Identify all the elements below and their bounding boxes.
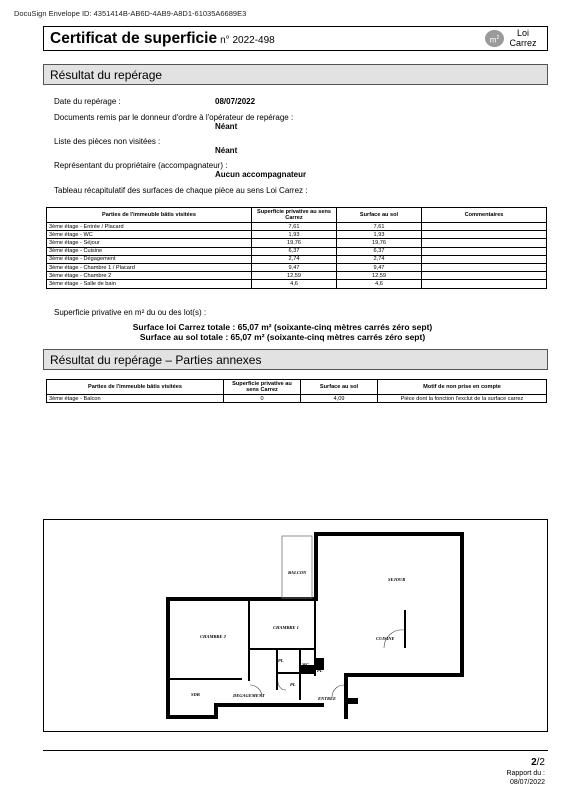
cell-sol: 19,76: [337, 239, 422, 247]
table-row: [47, 272, 547, 280]
total-carrez: Surface loi Carrez totale : 65,07 m² (soixante-cinq mètres carrés zéro sept): [132, 322, 433, 332]
cell-sol: 4,09: [301, 395, 378, 403]
cell-carrez: 4,6: [252, 280, 337, 288]
col-header-commentaires: Commentaires: [422, 208, 547, 223]
table-row: [47, 231, 547, 239]
cell-comment: [422, 223, 547, 231]
cell-sol: 7,61: [337, 223, 422, 231]
room-label: ENTREE: [318, 696, 337, 701]
cell-carrez: 1,93: [252, 231, 337, 239]
room-label: SDB: [191, 692, 200, 697]
cell-sol: 4,6: [337, 280, 422, 288]
table-row: [47, 395, 547, 403]
col-header-motif: Motif de non prise en compte: [378, 380, 547, 395]
footer-divider: [43, 750, 548, 751]
col-header-carrez: Superficie privative au sens Carrez: [252, 208, 337, 223]
cell-comment: [422, 239, 547, 247]
certificate-header: [43, 26, 548, 51]
room-label: CUISINE: [376, 636, 395, 641]
superficie-label: Superficie privative en m² du ou des lot(s) :: [54, 308, 207, 317]
cell-partie: 3ème étage - Séjour: [47, 239, 252, 247]
cell-partie: 3ème étage - Dégagement: [47, 255, 252, 263]
envelope-id: DocuSign Envelope ID: 4351414B-AB6D-4AB9-A8D1-61035A6689E3: [14, 9, 247, 18]
col-header-parties: Parties de l'immeuble bâtis visitées: [47, 208, 252, 223]
room-label: PL: [317, 668, 323, 673]
room-label: WC: [302, 662, 310, 667]
room-label: PL: [278, 658, 284, 663]
room-label: BALCON: [288, 570, 307, 575]
cell-carrez: 19,76: [252, 239, 337, 247]
cell-comment: [422, 255, 547, 263]
room-label: SEJOUR: [388, 577, 406, 582]
m2-logo-icon: $m^2$: [485, 30, 504, 47]
non-visited-label: Liste des pièces non visitées :: [54, 137, 161, 146]
page-title: Certificat de superficie n° 2022-498: [50, 30, 275, 47]
section-title-annexes: Résultat du repérage – Parties annexes: [43, 349, 548, 370]
room-label: PL: [290, 682, 296, 687]
cell-carrez: 12,59: [252, 272, 337, 280]
cell-motif: Pièce dont la fonction l'exclut de la surface carrez: [378, 395, 547, 403]
report-date: Rapport du : 08/07/2022: [506, 770, 545, 786]
cell-comment: [422, 247, 547, 255]
cell-carrez: 7,61: [252, 223, 337, 231]
col-header-carrez: Superficie privative au sens Carrez: [224, 380, 301, 395]
cell-partie: 3ème étage - Chambre 1 / Placard: [47, 263, 252, 271]
section-title-results: Résultat du repérage: [43, 64, 548, 85]
cell-partie: 3ème étage - Chambre 2: [47, 272, 252, 280]
cell-partie: 3ème étage - Cuisine: [47, 247, 252, 255]
annexes-table: [46, 379, 547, 403]
cell-partie: 3ème étage - Salle de bain: [47, 280, 252, 288]
table-intro: Tableau récapitulatif des surfaces de chaque pièce au sens Loi Carrez :: [54, 186, 308, 195]
floor-plan: [44, 520, 547, 731]
representative-value: Aucun accompagnateur: [215, 170, 307, 179]
date-value: 08/07/2022: [215, 97, 256, 106]
page-number: 2/2: [531, 757, 545, 768]
floor-plan-frame: [43, 519, 548, 732]
cell-sol: 9,47: [337, 263, 422, 271]
room-label: DEGAGEMENT: [233, 693, 265, 698]
table-row: [47, 255, 547, 263]
cell-carrez: 0: [224, 395, 301, 403]
surfaces-table: [46, 207, 547, 289]
cell-carrez: 2,74: [252, 255, 337, 263]
col-header-sol: Surface au sol: [301, 380, 378, 395]
non-visited-value: Néant: [215, 146, 238, 155]
documents-value: Néant: [215, 122, 238, 131]
cell-sol: 2,74: [337, 255, 422, 263]
representative-label: Représentant du propriétaire (accompagnateur) :: [54, 161, 228, 170]
room-label: CHAMBRE 1: [273, 625, 299, 630]
table-row: [47, 247, 547, 255]
table-row: [47, 280, 547, 288]
certificate-number: n° 2022-498: [220, 35, 275, 46]
cell-comment: [422, 231, 547, 239]
cell-comment: [422, 263, 547, 271]
table-row: [47, 263, 547, 271]
table-row: [47, 223, 547, 231]
cell-sol: 1,93: [337, 231, 422, 239]
cell-partie: 3ème étage - Entrée / Placard: [47, 223, 252, 231]
date-label: Date du repérage :: [54, 97, 121, 106]
cell-comment: [422, 272, 547, 280]
documents-label: Documents remis par le donneur d'ordre à l'opérateur de repérage :: [54, 113, 294, 122]
loi-carrez-logo-text: Loi Carrez: [509, 28, 537, 48]
cell-partie: 3ème étage - WC: [47, 231, 252, 239]
cell-carrez: 9,47: [252, 263, 337, 271]
cell-sol: 6,37: [337, 247, 422, 255]
cell-carrez: 6,37: [252, 247, 337, 255]
cell-sol: 12,59: [337, 272, 422, 280]
table-row: [47, 239, 547, 247]
col-header-parties: Parties de l'immeuble bâtis visitées: [47, 380, 224, 395]
cell-partie: 3ème étage - Balcon: [47, 395, 224, 403]
total-sol: Surface au sol totale : 65,07 m² (soixante-cinq mètres carrés zéro sept): [139, 332, 426, 342]
room-label: CHAMBRE 2: [200, 634, 226, 639]
cell-comment: [422, 280, 547, 288]
col-header-sol: Surface au sol: [337, 208, 422, 223]
